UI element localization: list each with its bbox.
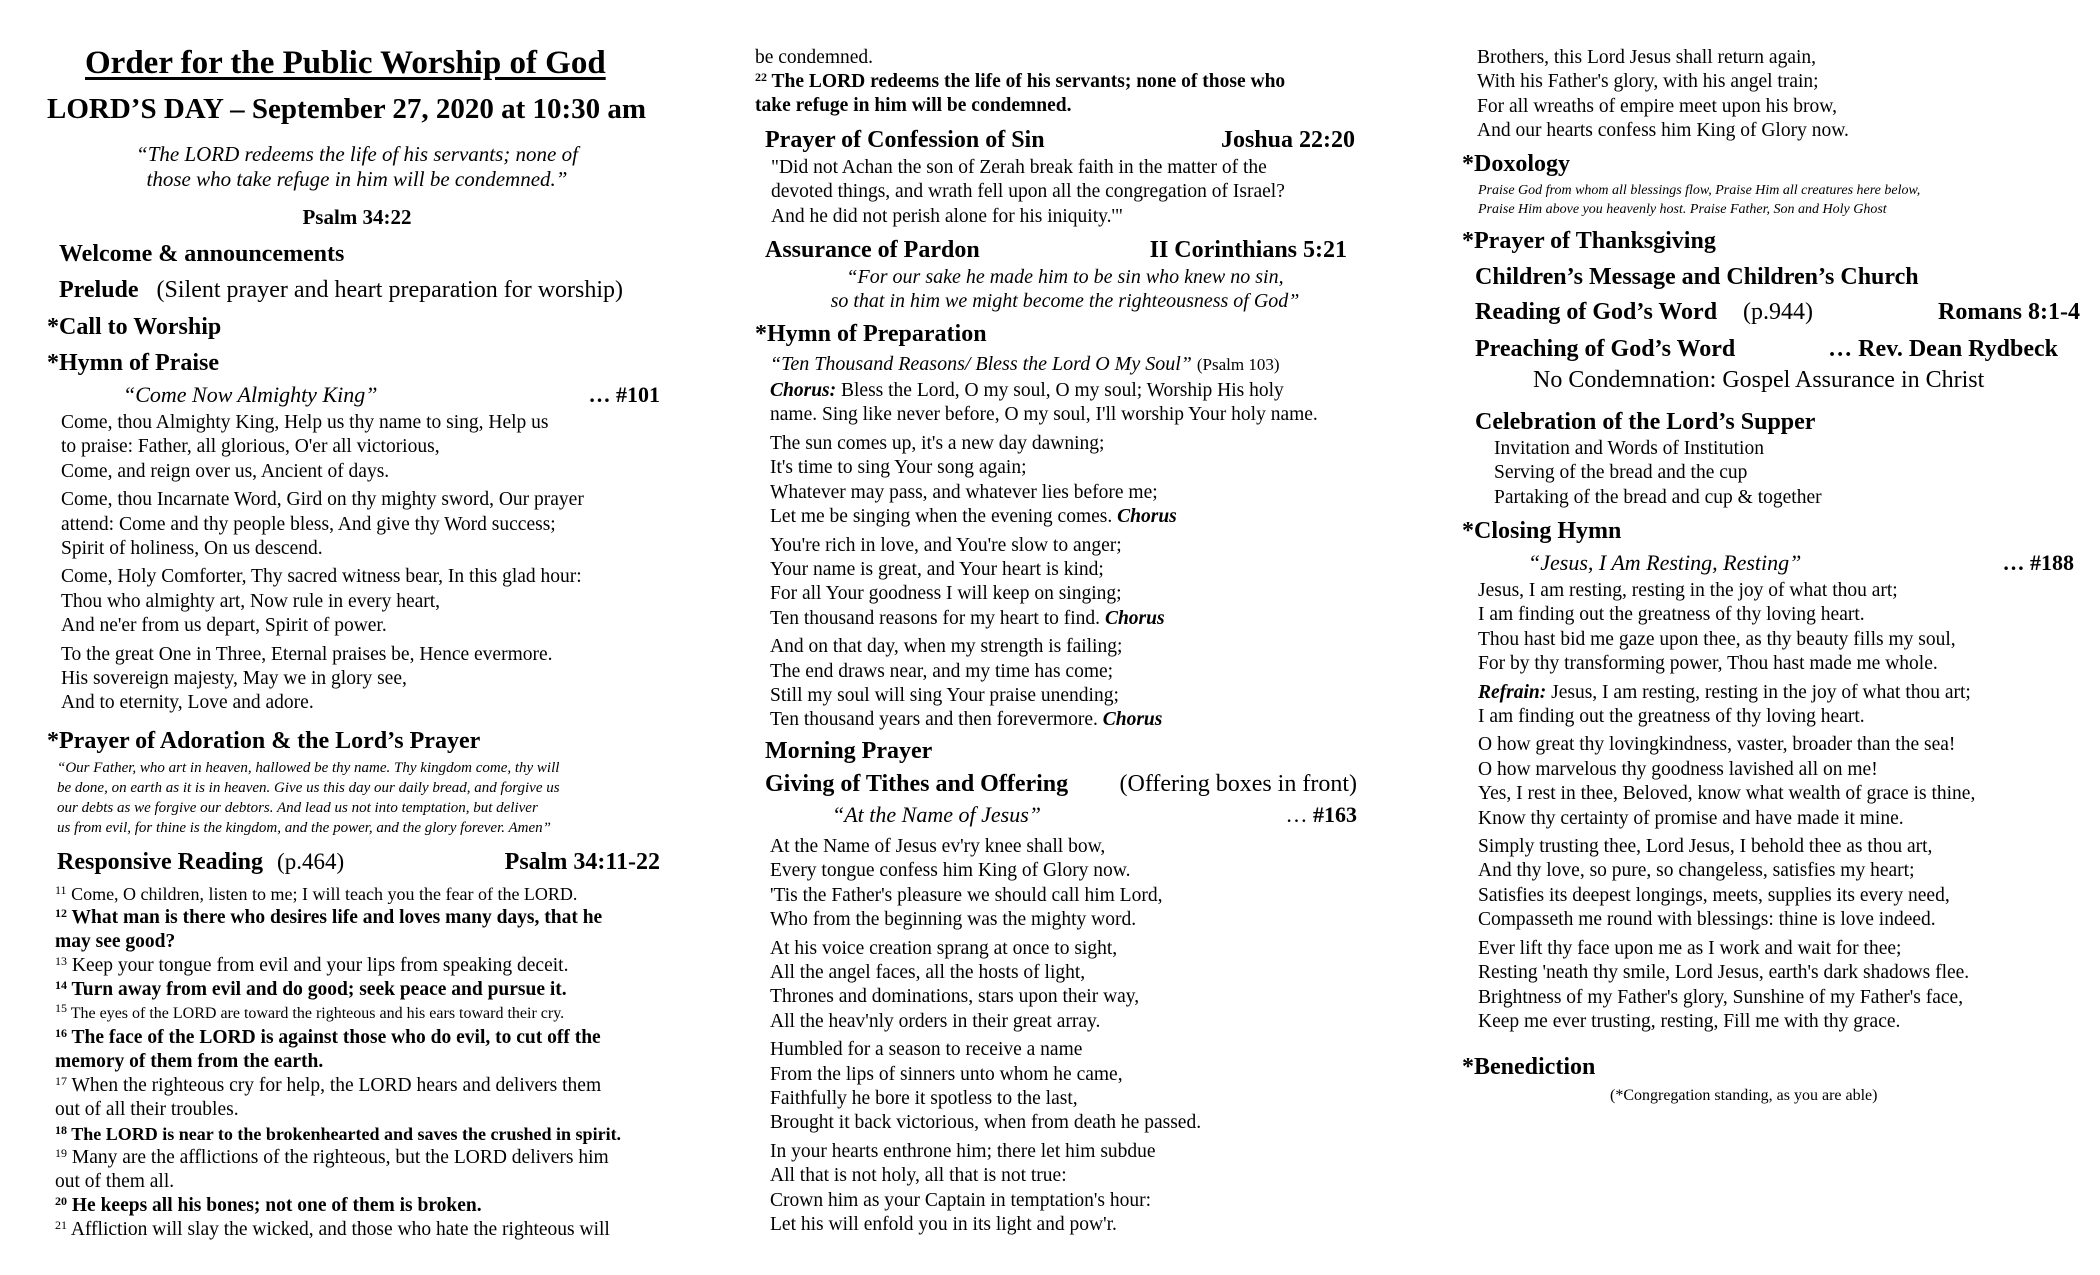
chorus-tag: Chorus — [1117, 506, 1177, 528]
hymn-title: “At the Name of Jesus” — [832, 802, 1041, 827]
prayer-line: be done, on earth as it is in heaven. Give us this day our daily bread, and forgive us — [57, 780, 560, 796]
chorus-label: Chorus: — [770, 380, 837, 401]
lyric-line: All the heav'nly orders in their great array. — [770, 1010, 1101, 1032]
pardon-row — [765, 237, 1347, 264]
reading-verse-line — [55, 930, 621, 954]
benediction-heading: *Benediction — [1462, 1054, 1596, 1080]
hymn-of-preparation-lyrics — [770, 432, 1177, 733]
confession-row — [765, 127, 1355, 154]
theme-quote-line: “The LORD redeems the life of his servants; none of — [136, 142, 578, 166]
lyric-line: For all wreaths of empire meet upon his brow, — [1477, 95, 1837, 117]
lyric-line: Brothers, this Lord Jesus shall return again, — [1477, 47, 1817, 68]
lyric-line: Let me be singing when the evening comes. — [770, 506, 1118, 528]
verse-number: 11 — [55, 883, 67, 897]
lyric-line: Know thy certainty of promise and have made it mine. — [1478, 807, 1904, 829]
lyric-line: Ten thousand years and then forevermore. — [770, 709, 1103, 731]
lyric-line: All that is not holy, all that is not true: — [770, 1165, 1067, 1187]
lyric-line: Resting 'neath thy smile, Lord Jesus, earth's dark shadows flee. — [1478, 962, 1970, 984]
reading-verse-line — [55, 1098, 621, 1122]
verse-text: be condemned. — [755, 47, 874, 68]
verse-text: He keeps all his bones; not one of them is broken. — [71, 1195, 482, 1216]
lyric-line: Keep me ever trusting, resting, Fill me with thy grace. — [1478, 1010, 1901, 1032]
reading-verse-line — [55, 1026, 621, 1050]
lyric-line: At the Name of Jesus ev'ry knee shall bow, — [770, 836, 1106, 857]
verse-number: 16 — [55, 1026, 67, 1040]
lyric-line: Who from the beginning was the mighty word. — [770, 909, 1137, 931]
reading-page: (p.944) — [1743, 299, 1814, 325]
lyric-line: Satisfies its deepest longings, meets, supplies its every need, — [1478, 884, 1950, 906]
reading-verse-line — [755, 94, 1285, 118]
verse-number: 22 — [755, 70, 767, 84]
closing-hymn-heading: *Closing Hymn — [1462, 518, 1622, 544]
stanza — [770, 937, 1201, 1035]
pardon-heading: Assurance of Pardon — [765, 237, 980, 263]
verse-text: Many are the afflictions of the righteous, but the LORD delivers him — [71, 1147, 609, 1168]
reading-verse-line — [55, 978, 621, 1002]
reading-verse-line — [55, 1194, 621, 1218]
lyric-line: With his Father's glory, with his angel train; — [1477, 71, 1819, 93]
verse-number: 18 — [55, 1123, 67, 1137]
chorus-tag: Chorus — [1102, 709, 1163, 731]
verse-number: 17 — [55, 1074, 67, 1088]
lords-prayer-text — [57, 758, 560, 838]
lyric-line: For all Your goodness I will keep on singing; — [770, 583, 1122, 605]
lyric-line: The sun comes up, it's a new day dawning; — [770, 433, 1105, 454]
lyric-line: I am finding out the greatness of thy loving heart. — [1478, 706, 1865, 728]
reading-verse-line — [55, 954, 621, 978]
verse-number: 12 — [55, 906, 67, 920]
lyric-line: O how marvelous thy goodness lavished all on me! — [1478, 758, 1878, 780]
reading-verse-line — [55, 1122, 621, 1146]
call-to-worship-heading: *Call to Worship — [47, 314, 222, 340]
stanza — [61, 565, 584, 638]
stanza — [770, 432, 1177, 530]
verse-text: take refuge in him will be condemned. — [755, 95, 1072, 116]
stanza — [770, 635, 1177, 733]
verse-text: out of all their troubles. — [55, 1099, 239, 1120]
prayer-line: “Our Father, who art in heaven, hallowed be thy name. Thy kingdom come, thy will — [57, 760, 560, 776]
reading-ref: Romans 8:1-4 — [1938, 299, 2080, 325]
offering-heading: Giving of Tithes and Offering — [765, 771, 1069, 797]
welcome-heading: Welcome & announcements — [59, 241, 345, 267]
lyric-line: O how great thy lovingkindness, vaster, broader than the sea! — [1478, 734, 1956, 756]
lyric-line: From the lips of sinners unto whom he came, — [770, 1063, 1123, 1085]
supper-item: Partaking of the bread and cup & together — [1494, 486, 1822, 508]
reading-verse-line — [755, 46, 1285, 70]
hymn-number: … #101 — [588, 382, 660, 407]
hymn-of-praise-heading: *Hymn of Praise — [47, 350, 219, 376]
prelude-note: (Silent prayer and heart preparation for worship) — [156, 277, 624, 303]
confession-ref: Joshua 22:20 — [1220, 127, 1355, 153]
lyric-line: Jesus, I am resting, resting in the joy of what thou art; — [1546, 681, 1971, 703]
reading-verse-line — [55, 1050, 621, 1074]
lyric-line: attend: Come and thy people bless, And give thy Word success; — [61, 513, 556, 535]
offering-hymn-lyrics — [770, 835, 1201, 1238]
childrens-message-heading: Children’s Message and Children’s Church — [1475, 264, 1919, 290]
lyric-line: Ten thousand reasons for my heart to find. — [770, 607, 1105, 629]
verse-number: 21 — [55, 1218, 67, 1232]
verse-text: When the righteous cry for help, the LORD hears and delivers them — [71, 1075, 602, 1096]
reading-verse-line — [55, 1002, 621, 1026]
verse-text: Turn away from evil and do good; seek peace and pursue it. — [71, 979, 567, 1000]
lyric-line: Thou who almighty art, Now rule in every heart, — [61, 590, 441, 612]
lyric-line: Faithfully he bore it spotless to the last, — [770, 1088, 1078, 1110]
verse-number: 15 — [55, 1001, 67, 1015]
hymn-title: “Come Now Almighty King” — [123, 382, 378, 407]
thanksgiving-heading: *Prayer of Thanksgiving — [1462, 228, 1716, 254]
verse-number: 19 — [55, 1146, 67, 1160]
refrain-label: Refrain: — [1478, 681, 1547, 703]
lyric-line: name. Sing like never before, O my soul, I'll worship Your holy name. — [770, 404, 1318, 426]
verse-text: out of them all. — [55, 1171, 175, 1192]
lyric-line: Still my soul will sing Your praise unending; — [770, 685, 1119, 707]
verse-text: Come, O children, listen to me; I will teach you the fear of the LORD. — [71, 884, 578, 904]
standing-footnote: (*Congregation standing, as you are able) — [1610, 1087, 1878, 1104]
sermon-title: No Condemnation: Gospel Assurance in Christ — [1533, 367, 1985, 393]
hymn-number: … #188 — [2002, 550, 2074, 575]
stanza — [770, 534, 1177, 632]
lyric-line: Jesus, I am resting, resting in the joy of what thou art; — [1478, 580, 1898, 601]
lyric-line: Let his will enfold you in its light and pow'r. — [770, 1214, 1117, 1236]
verse-text: The eyes of the LORD are toward the righteous and his ears toward their cry. — [70, 1005, 565, 1022]
lyric-line: Thrones and dominations, stars upon their way, — [770, 986, 1140, 1008]
verse-number: 20 — [55, 1194, 67, 1208]
confession-line: And he did not perish alone for his iniquity.'" — [771, 205, 1123, 227]
doxology-heading: *Doxology — [1462, 151, 1570, 177]
theme-quote — [47, 142, 667, 192]
closing-hymn-title-row — [1462, 550, 2074, 576]
hymn-of-praise-lyrics — [61, 411, 584, 716]
verse-text: Affliction will slay the wicked, and those who hate the righteous will — [70, 1219, 610, 1240]
service-date: LORD’S DAY – September 27, 2020 at 10:30 am — [47, 93, 647, 125]
refrain — [1478, 681, 1975, 730]
pardon-line: so that in him we might become the righteousness of God” — [830, 290, 1300, 312]
lyric-line: I am finding out the greatness of thy loving heart. — [1478, 604, 1865, 626]
confession-heading: Prayer of Confession of Sin — [765, 127, 1045, 153]
stanza — [770, 1038, 1201, 1136]
reading-verse-line — [55, 882, 621, 906]
responsive-reading-page: (p.464) — [277, 849, 345, 874]
hymn-of-preparation-chorus — [770, 379, 1318, 428]
lyric-line: In your hearts enthrone him; there let him subdue — [770, 1140, 1156, 1162]
lyric-line: Thou hast bid me gaze upon thee, as thy beauty fills my soul, — [1478, 628, 1956, 650]
supper-item: Invitation and Words of Institution — [1494, 438, 1764, 459]
responsive-reading-ref: Psalm 34:11-22 — [504, 849, 660, 875]
morning-prayer-heading: Morning Prayer — [765, 738, 933, 764]
lyric-line: Simply trusting thee, Lord Jesus, I behold thee as thou art, — [1478, 836, 1933, 858]
responsive-reading-heading: Responsive Reading — [57, 849, 264, 875]
bulletin-title: Order for the Public Worship of God — [85, 45, 606, 81]
lords-prayer-heading: *Prayer of Adoration & the Lord’s Prayer — [47, 728, 481, 754]
lyric-line: Brought it back victorious, when from death he passed. — [770, 1112, 1202, 1134]
verse-text: Keep your tongue from evil and your lips from speaking deceit. — [71, 955, 569, 976]
doxology-line: Praise God from whom all blessings flow, Praise Him all creatures here below, — [1478, 183, 1921, 198]
lyric-line: And ne'er from us depart, Spirit of power. — [61, 615, 387, 637]
lyric-line: Come, Holy Comforter, Thy sacred witness bear, In this glad hour: — [61, 566, 582, 588]
prayer-line: us from evil, for thine is the kingdom, and the power, and the glory forever. Amen” — [57, 820, 551, 836]
offering-row — [765, 771, 1357, 798]
doxology-text — [1478, 181, 1920, 219]
lyric-line: And thy love, so pure, so changeless, satisfies my heart; — [1478, 860, 1915, 882]
stanza — [1478, 733, 1975, 831]
hymn-of-preparation-heading: *Hymn of Preparation — [755, 321, 987, 347]
hymn-title-ref: (Psalm 103) — [1196, 355, 1280, 374]
lyric-line: His sovereign majesty, May we in glory see, — [61, 668, 407, 690]
lords-supper-heading: Celebration of the Lord’s Supper — [1475, 409, 1816, 435]
verse-number: 14 — [55, 978, 67, 992]
responsive-reading-row — [57, 849, 660, 876]
verse-text: The LORD is near to the brokenhearted and saves the crushed in spirit. — [71, 1124, 622, 1144]
lyric-line: Come, thou Incarnate Word, Gird on thy mighty sword, Our prayer — [61, 489, 584, 511]
lyric-line: And our hearts confess him King of Glory now. — [1477, 120, 1849, 142]
offering-note: (Offering boxes in front) — [1119, 771, 1357, 797]
stanza — [61, 643, 584, 716]
stanza — [1478, 937, 1975, 1035]
lyric-line: You're rich in love, and You're slow to anger; — [770, 534, 1122, 556]
hymn-of-preparation-title-row — [770, 353, 1280, 376]
lyric-line: For by thy transforming power, Thou hast made me whole. — [1478, 653, 1938, 675]
reading-verse-line — [55, 1146, 621, 1170]
closing-hymn-lyrics — [1478, 579, 1975, 1034]
lyric-line: And on that day, when my strength is failing; — [770, 636, 1123, 658]
supper-item: Serving of the bread and the cup — [1494, 462, 1748, 484]
reading-row — [1475, 299, 2080, 326]
reading-verse-line — [55, 1170, 621, 1194]
lyric-line: Ever lift thy face upon me as I work and wait for thee; — [1478, 937, 1902, 959]
lyric-line: Every tongue confess him King of Glory now. — [770, 860, 1131, 882]
prelude-row — [59, 277, 623, 304]
stanza — [1478, 579, 1975, 677]
confession-text — [771, 156, 1285, 229]
lyric-line: to praise: Father, all glorious, O'er all victorious, — [61, 436, 440, 458]
lyric-line: Humbled for a season to receive a name — [770, 1039, 1083, 1061]
lyric-line: Spirit of holiness, On us descend. — [61, 538, 323, 560]
theme-quote-ref: Psalm 34:22 — [302, 205, 412, 229]
lyric-line: Crown him as your Captain in temptation's hour: — [770, 1189, 1152, 1211]
lyric-line: Yes, I rest in thee, Beloved, know what wealth of grace is thine, — [1478, 783, 1976, 805]
responsive-reading-continued — [755, 46, 1285, 118]
preaching-row — [1475, 336, 2058, 363]
stanza — [1477, 46, 1849, 144]
reading-verse-line — [755, 70, 1285, 94]
stanza — [61, 411, 584, 484]
lyric-line: Compasseth me round with blessings: thine is love indeed. — [1478, 909, 1936, 931]
reading-verse-line — [55, 1074, 621, 1098]
theme-quote-line: those who take refuge in him will be condemned.” — [146, 167, 568, 191]
lyric-line: To the great One in Three, Eternal praises be, Hence evermore. — [61, 643, 553, 665]
doxology-line: Praise Him above you heavenly host. Praise Father, Son and Holy Ghost — [1478, 202, 1887, 217]
prelude-heading: Prelude — [59, 277, 139, 303]
lyric-line: Bless the Lord, O my soul, O my soul; Worship His holy — [836, 380, 1284, 401]
lyric-line: 'Tis the Father's pleasure we should call him Lord, — [770, 884, 1163, 906]
confession-line: devoted things, and wrath fell upon all the congregation of Israel? — [771, 181, 1285, 203]
verse-text: The face of the LORD is against those who do evil, to cut off the — [71, 1027, 601, 1048]
hymn-title: “Ten Thousand Reasons/ Bless the Lord O My Soul” — [770, 353, 1192, 375]
lyric-line: All the angel faces, all the hosts of light, — [770, 962, 1086, 984]
stanza — [1478, 835, 1975, 933]
preacher-name: … Rev. Dean Rydbeck — [1828, 336, 2058, 362]
verse-text: The LORD redeems the life of his servants; none of those who — [771, 71, 1286, 92]
stanza — [61, 488, 584, 561]
offering-hymn-lyrics-continued — [1477, 46, 1849, 144]
lyric-line: It's time to sing Your song again; — [770, 457, 1027, 479]
hymn-number-prefix: … — [1285, 802, 1313, 827]
reading-heading: Reading of God’s Word — [1475, 299, 1718, 325]
stanza — [770, 835, 1201, 933]
hymn-number: #163 — [1313, 802, 1357, 827]
lyric-line: Come, thou Almighty King, Help us thy name to sing, Help us — [61, 412, 549, 433]
verse-text: may see good? — [55, 931, 176, 952]
offering-hymn-title-row — [765, 802, 1357, 828]
hymn-title: “Jesus, I Am Resting, Resting” — [1528, 550, 1802, 575]
lyric-line: And to eternity, Love and adore. — [61, 692, 314, 714]
pardon-ref: II Corinthians 5:21 — [1149, 237, 1347, 263]
stanza — [770, 1140, 1201, 1238]
lyric-line: Brightness of my Father's glory, Sunshine of my Father's face, — [1478, 986, 1964, 1008]
reading-verse-line — [55, 1218, 621, 1242]
verse-number: 13 — [55, 954, 67, 968]
hymn-of-praise-title-row — [47, 382, 660, 408]
verse-text: memory of them from the earth. — [55, 1051, 324, 1072]
lyric-line: The end draws near, and my time has come; — [770, 660, 1114, 682]
chorus-tag: Chorus — [1104, 607, 1165, 629]
pardon-line: “For our sake he made him to be sin who knew no sin, — [846, 266, 1284, 288]
lyric-line: Whatever may pass, and whatever lies before me; — [770, 481, 1158, 503]
confession-line: "Did not Achan the son of Zerah break faith in the matter of the — [771, 157, 1267, 178]
responsive-reading-verses — [55, 882, 621, 1242]
preaching-heading: Preaching of God’s Word — [1475, 336, 1736, 362]
prayer-line: our debts as we forgive our debtors. And lead us not into temptation, but deliver — [57, 800, 538, 816]
lyric-line: At his voice creation sprang at once to sight, — [770, 937, 1118, 959]
lyric-line: Come, and reign over us, Ancient of days. — [61, 460, 390, 482]
pardon-text — [755, 265, 1375, 313]
verse-text: What man is there who desires life and loves many days, that he — [71, 907, 603, 928]
lyric-line: Your name is great, and Your heart is kind; — [770, 559, 1104, 581]
reading-verse-line — [55, 906, 621, 930]
lords-supper-items — [1494, 437, 1822, 510]
